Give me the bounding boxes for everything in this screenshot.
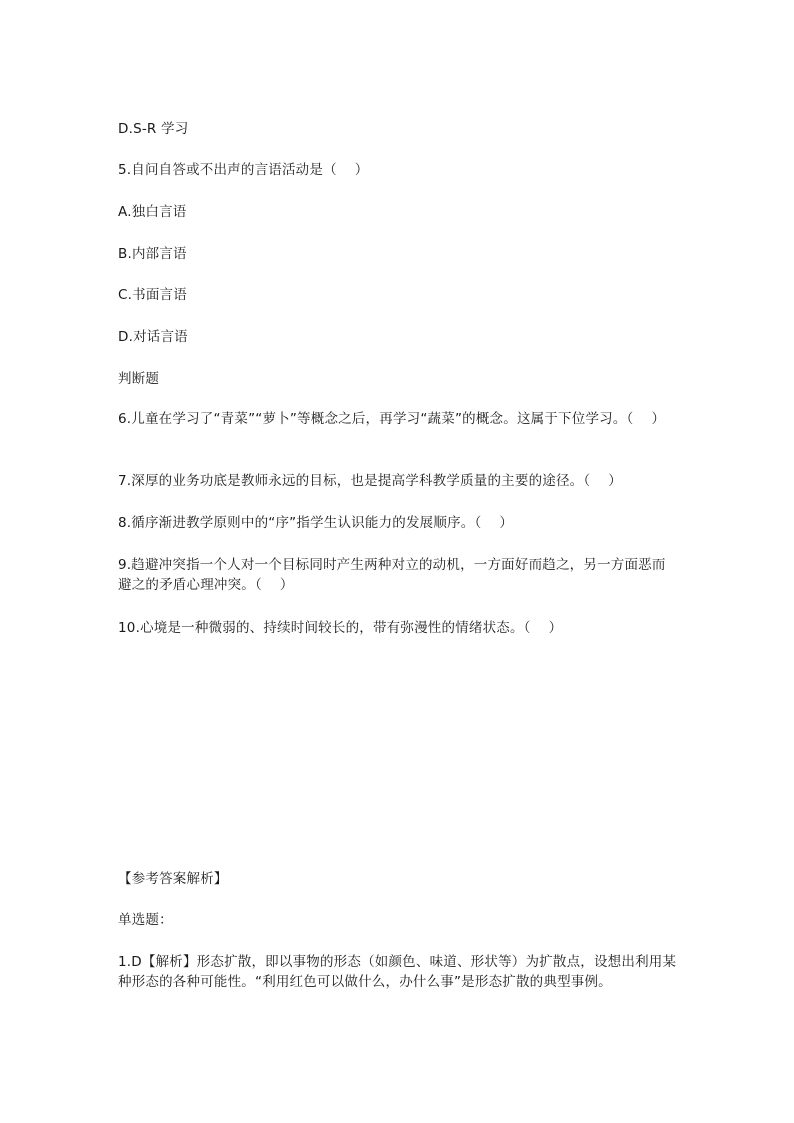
q5-question: 5.自问自答或不出声的言语活动是（ ） — [118, 162, 369, 178]
q5-option-b: B.内部言语 — [118, 246, 187, 262]
section-judgement-heading: 判断题 — [118, 371, 160, 387]
question-10: 10.心境是一种微弱的、持续时间较长的，带有弥漫性的情绪状态。（ ） — [118, 620, 563, 636]
question-7: 7.深厚的业务功底是教师永远的目标，也是提高学科教学质量的主要的途径。（ ） — [118, 473, 622, 489]
question-8: 8.循序渐进教学原则中的“序”指学生认识能力的发展顺序。（ ） — [118, 515, 514, 531]
q5-option-a: A.独白言语 — [118, 204, 187, 220]
section-single-choice-heading: 单选题： — [118, 912, 173, 928]
q5-option-c: C.书面言语 — [118, 287, 187, 303]
q5-option-d: D.对话言语 — [118, 329, 188, 345]
q4-option-d: D.S-R 学习 — [118, 121, 189, 137]
question-9: 9.趋避冲突指一个人对一个目标同时产生两种对立的动机，一方面好而趋之，另一方面恶而避之的矛盾心理冲突。（ ） — [118, 557, 666, 593]
answer-heading: 【参考答案解析】 — [118, 871, 228, 887]
answer-1: 1.D【解析】形态扩散，即以事物的形态（如颜色、味道、形状等）为扩散点，设想出利用某种形态的各种可能性。“利用红色可以做什么，办什么事”是形态扩散的典型事例。 — [118, 954, 677, 990]
question-6: 6.儿童在学习了“青菜”“萝卜”等概念之后，再学习“蔬菜”的概念。这属于下位学习。（ ） — [118, 411, 666, 427]
